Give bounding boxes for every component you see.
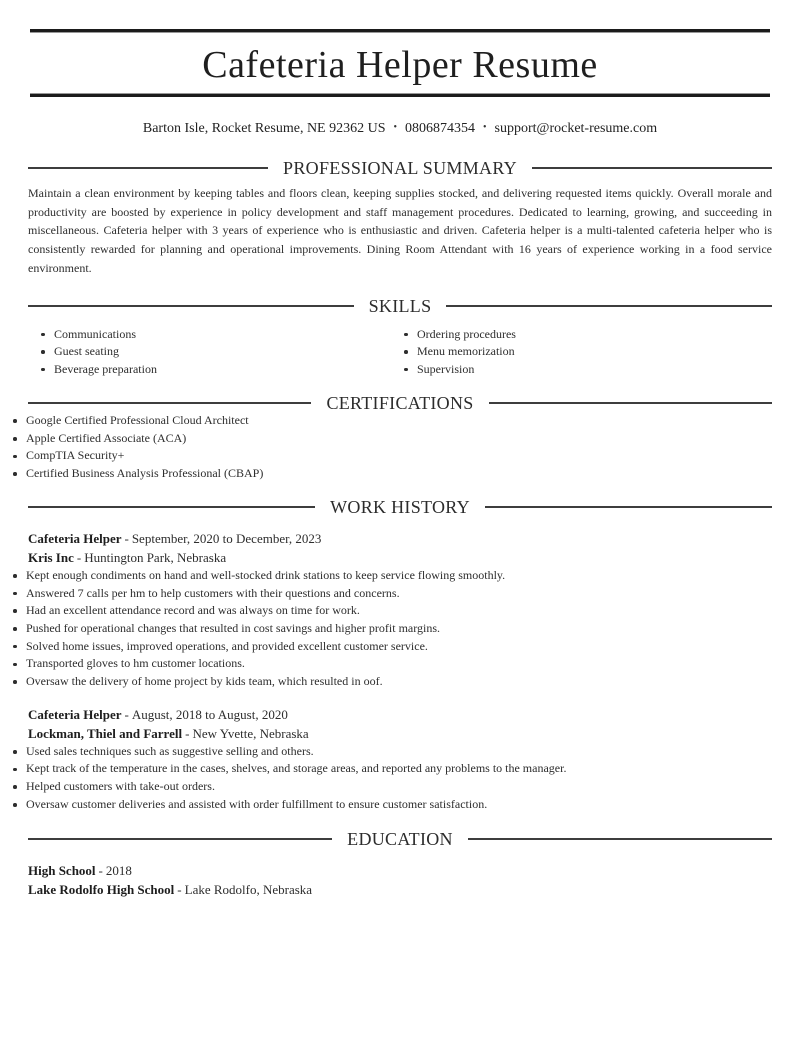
job-bullet: Used sales techniques such as suggestive selling and others. [0, 743, 800, 761]
title-rule-bottom [30, 93, 770, 97]
section-heading-label: SKILLS [368, 295, 432, 316]
dash-separator: - [177, 881, 182, 897]
skill-item: Ordering procedures [400, 326, 772, 344]
job-2-company-line [28, 724, 772, 743]
contact-email: support@rocket-resume.com [494, 121, 658, 136]
section-heading-label: EDUCATION [347, 828, 453, 849]
skill-item: Supervision [400, 361, 772, 379]
job-bullet: Oversaw the delivery of home project by kids team, which resulted in oof. [0, 673, 800, 691]
section-heading-skills [28, 297, 772, 315]
job-bullet: Answered 7 calls per hm to help customers with their questions and concerns. [0, 585, 800, 603]
job-location: Huntington Park, Nebraska [84, 549, 227, 565]
certifications-list [0, 412, 800, 483]
certification-item: Google Certified Professional Cloud Architect [0, 412, 800, 430]
section-heading-professional-summary [28, 159, 772, 177]
section-heading-label: CERTIFICATIONS [326, 393, 474, 414]
job-location: New Yvette, Nebraska [192, 725, 309, 741]
skill-item: Beverage preparation [28, 361, 400, 379]
education-degree: High School [28, 862, 96, 878]
job-title: Cafeteria Helper [28, 706, 122, 722]
section-heading-label: WORK HISTORY [330, 496, 470, 517]
job-title: Cafeteria Helper [28, 530, 122, 546]
dash-separator: - [185, 725, 190, 741]
job-1-company-line [28, 548, 772, 567]
job-2-title-line [28, 705, 772, 724]
skills-list-right [400, 326, 772, 379]
dash-separator: - [98, 862, 103, 878]
skill-item: Communications [28, 326, 400, 344]
dash-separator: - [124, 530, 129, 546]
contact-separator: • [393, 122, 398, 133]
job-2-header [28, 705, 772, 743]
certification-item: Apple Certified Associate (ACA) [0, 430, 800, 448]
certification-item: CompTIA Security+ [0, 447, 800, 465]
skill-item: Guest seating [28, 343, 400, 361]
job-company: Lockman, Thiel and Farrell [28, 725, 183, 741]
job-1-header [28, 529, 772, 567]
skills-list-left [28, 326, 400, 379]
page-title: Cafeteria Helper Resume [202, 44, 598, 86]
job-bullet: Pushed for operational changes that resulted in cost savings and higher profit margins. [0, 620, 800, 638]
job-bullet: Transported gloves to hm customer locations. [0, 655, 800, 673]
education-school-line [28, 880, 772, 899]
education-degree-line [28, 861, 772, 880]
certification-item: Certified Business Analysis Professional (CBAP) [0, 465, 800, 483]
job-1-title-line [28, 529, 772, 548]
job-1-bullets [0, 567, 800, 691]
skills-columns [28, 326, 772, 379]
job-bullet: Solved home issues, improved operations, and provided excellent customer service. [0, 638, 800, 656]
education-school: Lake Rodolfo High School [28, 881, 175, 897]
section-heading-label: PROFESSIONAL SUMMARY [283, 158, 517, 178]
skill-item: Menu memorization [400, 343, 772, 361]
dash-separator: - [76, 549, 82, 565]
professional-summary-text: Maintain a clean environment by keeping tables and floors clean, keeping supplies stocked, and delivering requested items quickly. Overall morale and productivity are boosted by experience in policy development and staff management procedures. Dedicated to learning, growing, and succeeding in miscellaneous. Cafeteria helper with 3 years of experience who is enthusiastic and driven. Cafeteria helper is a multi-talented cafeteria helper who is consistently rewarded for planning and operational improvements. Dining Room Attendant with 16 years of experience working in a food service environment. [28, 186, 772, 275]
job-bullet: Helped customers with take-out orders. [0, 778, 800, 796]
education-location: Lake Rodolfo, Nebraska [184, 881, 313, 897]
contact-phone: 0806874354 [405, 121, 476, 136]
resume-page [0, 29, 800, 899]
section-heading-work-history [28, 498, 772, 516]
job-dates: August, 2018 to August, 2020 [131, 706, 288, 722]
section-heading-certifications [28, 394, 772, 412]
dash-separator: - [124, 706, 129, 722]
job-bullet: Oversaw customer deliveries and assisted with order fulfillment to ensure customer satisfaction. [0, 796, 800, 814]
job-bullet: Kept enough condiments on hand and well-stocked drink stations to keep service flowing smoothly. [0, 567, 800, 585]
job-dates: September, 2020 to December, 2023 [131, 530, 322, 546]
contact-address: Barton Isle, Rocket Resume, NE 92362 US [142, 121, 386, 136]
contact-separator: • [483, 122, 487, 133]
contact-line [0, 119, 800, 137]
job-bullet: Kept track of the temperature in the cases, shelves, and storage areas, and reported any problems to the manager. [0, 760, 800, 778]
title-rule-top [30, 29, 770, 33]
education-year: 2018 [105, 862, 132, 878]
education-entry [28, 861, 772, 899]
section-heading-education [28, 830, 772, 848]
job-2-bullets [0, 743, 800, 814]
job-company: Kris Inc [28, 549, 74, 565]
job-bullet: Had an excellent attendance record and was always on time for work. [0, 602, 800, 620]
